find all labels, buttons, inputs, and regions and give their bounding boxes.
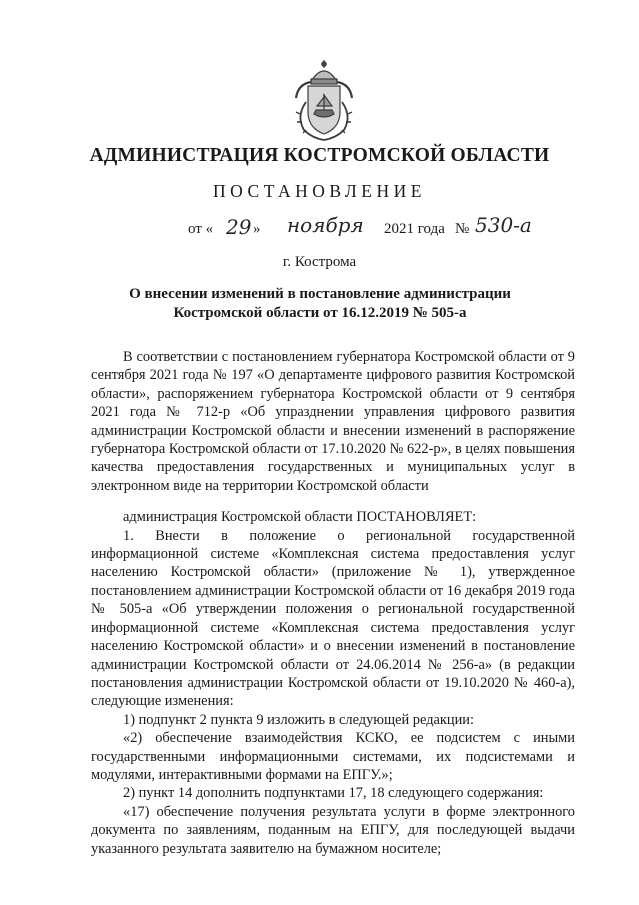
date-prefix: от « — [188, 221, 214, 237]
year: 2021 года — [384, 221, 445, 237]
document-type: ПОСТАНОВЛЕНИЕ — [213, 181, 426, 201]
handwritten-number: 530-а — [475, 213, 532, 237]
document-subject — [100, 285, 540, 323]
subject-line-2: Костромской области от 16.12.2019 № 505-а — [173, 305, 467, 321]
subitem-2-text-paragraph: «17) обеспечение получения результата услуги в форме электронного документа по заявлениям, поданным на ЕПГУ, для последующей выдачи указанного результата заявителю на бумажном носителе; — [91, 803, 575, 857]
resolves-paragraph: администрация Костромской области ПОСТАНОВЛЯЕТ: — [123, 509, 477, 526]
date-and-number-line — [0, 213, 639, 243]
item-1-paragraph: 1. Внести в положение о региональной государственной информационной системе «Комплексная система предоставления услуг населению Костромской области» (приложение № 1), утвержденное постановлением администрации Костромской области от 16 декабря 2019 года № 505-а «Об утверждении положения о региональной государственной информационной системе «Комплексная система предоставления услуг населению Костромской области» и о внесении изменений в постановление администрации Костромской области от 24.06.2014 № 256-а» (в редакции постановления администрации Костромской области от 19.10.2020 № 460-а), следующие изменения: — [91, 527, 575, 710]
subitem-1-paragraph: 1) подпункт 2 пункта 9 изложить в следующей редакции: — [123, 711, 474, 728]
date-quote-close: » — [253, 221, 261, 237]
subitem-2-paragraph: 2) пункт 14 дополнить подпунктами 17, 18 следующего содержания: — [123, 785, 544, 802]
subject-line-1: О внесении изменений в постановление администрации — [129, 286, 511, 302]
document-body — [91, 348, 575, 858]
handwritten-day: 29 — [226, 215, 252, 239]
number-sign: № — [455, 221, 470, 237]
organization-title: АДМИНИСТРАЦИЯ КОСТРОМСКОЙ ОБЛАСТИ — [89, 145, 550, 166]
subitem-1-text-paragraph: «2) обеспечение взаимодействия КСКО, ее подсистем с иными государственными информационными системами, их подсистемами и модулями, интерактивными формами на ЕПГУ.»; — [91, 730, 575, 783]
city: г. Кострома — [282, 254, 357, 270]
handwritten-month: ноября — [287, 213, 364, 237]
preamble-paragraph: В соответствии с постановлением губернатора Костромской области от 9 сентября 2021 года № 197 «О департаменте цифрового развития Костромской области», распоряжением губернатора Костромской области от 9 сентября 2021 года № 712-р «Об упразднении управления цифрового развития администрации Костромской области и внесении изменений в распоряжение губернатора Костромской области от 17.10.2020 № 622-р», в целях повышения качества предоставления государственных и муниципальных услуг в электронном виде на территории Костромской области — [91, 349, 575, 494]
coat-of-arms-emblem — [290, 58, 358, 144]
